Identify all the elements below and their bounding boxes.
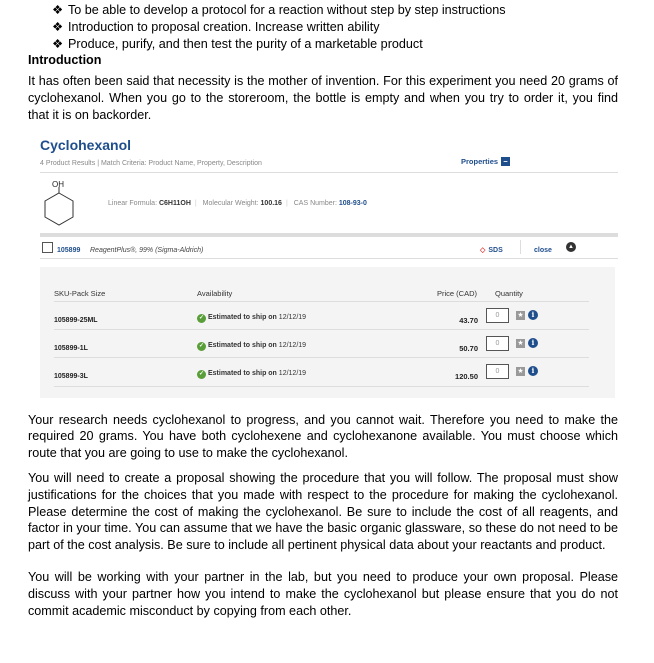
cyclohexane-structure-icon bbox=[42, 187, 76, 231]
cas-link[interactable]: 108-93-0 bbox=[338, 199, 367, 207]
sku: 105899-25ML bbox=[54, 316, 98, 324]
objective-text: Produce, purify, and then test the purity of a marketable product bbox=[68, 36, 423, 51]
check-icon: ✓ bbox=[198, 342, 205, 349]
availability bbox=[197, 310, 306, 327]
objective-text: To be able to develop a protocol for a reaction without step by step instructions bbox=[68, 3, 506, 17]
product-name: ReagentPlus®, 99% (Sigma-Aldrich) bbox=[90, 246, 204, 254]
sku: 105899-1L bbox=[54, 344, 88, 352]
sku: 105899-3L bbox=[54, 372, 88, 380]
check-icon: ✓ bbox=[198, 314, 205, 321]
availability-text: Estimated to ship on bbox=[208, 341, 277, 349]
availability bbox=[197, 366, 306, 383]
price: 43.70 bbox=[459, 315, 478, 325]
quantity-input[interactable] bbox=[486, 308, 509, 323]
availability-text: Estimated to ship on bbox=[208, 313, 277, 321]
objective-item bbox=[28, 19, 618, 36]
info-icon[interactable]: i bbox=[528, 338, 538, 348]
chevron-up-icon[interactable]: ▲ bbox=[566, 242, 576, 252]
paragraph-necessity: It has often been said that necessity is the mother of invention. For this experiment you need 20 grams of cyclohexanol. When you go to the storeroom, the bottle is empty and when you try to order it, you find that it is on backorder. bbox=[28, 74, 618, 122]
header-availability: Availability bbox=[197, 288, 233, 298]
product-row bbox=[40, 242, 618, 256]
table-row bbox=[54, 357, 589, 387]
sds-label: SDS bbox=[488, 246, 503, 254]
ship-date: 12/12/19 bbox=[278, 313, 307, 321]
sku-table bbox=[40, 267, 615, 398]
properties-toggle[interactable] bbox=[461, 154, 510, 171]
diamond-bullet-icon: ❖ bbox=[52, 36, 64, 51]
diamond-icon: ◇ bbox=[480, 246, 486, 254]
product-checkbox[interactable] bbox=[42, 242, 53, 253]
divider-bar bbox=[40, 233, 618, 237]
quantity-input[interactable] bbox=[486, 364, 509, 379]
availability bbox=[197, 338, 306, 355]
paragraph-proposal: You will need to create a proposal showing the procedure that you will follow. The proposal must show justifications for the choices that you made with respect to the procedure for making the cyclohexanol. Please determine the cost of making the cyclohexanol. Be sure to include the cost of all reagents, and factor in your time. You can assume that we have the basic organic glassware, so these do not need to be part of the cost analysis. Be sure to include all pertinent physical data about your reactants and product. bbox=[28, 470, 618, 553]
oh-label: OH bbox=[52, 179, 64, 189]
product-title: Cyclohexanol bbox=[40, 136, 132, 153]
table-row bbox=[54, 301, 589, 330]
price: 120.50 bbox=[455, 371, 478, 381]
product-subtitle: 4 Product Results | Match Criteria: Product Name, Property, Description bbox=[40, 159, 262, 167]
mw-label: Molecular Weight: bbox=[202, 199, 259, 207]
divider bbox=[40, 258, 618, 259]
divider bbox=[40, 172, 618, 173]
star-icon[interactable]: ★ bbox=[517, 311, 524, 319]
check-icon: ✓ bbox=[198, 370, 205, 377]
product-id-link[interactable]: 105899 bbox=[57, 246, 81, 254]
objective-text: Introduction to proposal creation. Increase written ability bbox=[68, 19, 380, 34]
info-icon[interactable]: i bbox=[528, 366, 538, 376]
formula-label: Linear Formula: bbox=[108, 199, 158, 207]
diamond-bullet-icon: ❖ bbox=[52, 3, 64, 17]
header-quantity: Quantity bbox=[495, 288, 523, 298]
info-icon[interactable]: i bbox=[528, 310, 538, 320]
cas-label: CAS Number: bbox=[293, 199, 337, 207]
intro-heading: Introduction bbox=[28, 53, 102, 68]
properties-label: Properties bbox=[461, 156, 499, 166]
divider bbox=[520, 240, 521, 254]
table-row bbox=[54, 329, 589, 358]
formula-line: Linear Formula: C6H11OH | Molecular Weight: 100.16 | CAS Number: 108-93-0 bbox=[108, 199, 367, 207]
collapse-icon: − bbox=[501, 157, 510, 166]
header-price: Price (CAD) bbox=[437, 288, 478, 298]
star-icon[interactable]: ★ bbox=[517, 367, 524, 375]
ship-date: 12/12/19 bbox=[278, 341, 307, 349]
formula-value: C6H11OH bbox=[158, 199, 191, 207]
paragraph-partner: You will be working with your partner in the lab, but you need to produce your own proposal. Please discuss with your partner how you intend to make the cyclohexanol but please ensure that you do not commit academic misconduct by copying from each other. bbox=[28, 569, 618, 618]
ship-date: 12/12/19 bbox=[278, 369, 307, 377]
close-link[interactable]: close bbox=[534, 246, 552, 254]
product-screenshot bbox=[28, 132, 618, 402]
price: 50.70 bbox=[459, 343, 478, 353]
objective-item bbox=[28, 36, 618, 53]
availability-text: Estimated to ship on bbox=[208, 369, 277, 377]
objective-item bbox=[28, 2, 618, 19]
mw-value: 100.16 bbox=[260, 199, 282, 207]
header-sku: SKU-Pack Size bbox=[54, 288, 106, 298]
document bbox=[28, 2, 618, 619]
quantity-input[interactable] bbox=[486, 336, 509, 351]
star-icon[interactable]: ★ bbox=[517, 339, 524, 347]
paragraph-research: Your research needs cyclohexanol to progress, and you cannot wait. Therefore you need to make the required 20 grams. You have both cyclohexene and cyclohexanone available. You must choose which route that you are going to use to make the cyclohexanol. bbox=[28, 412, 618, 461]
diamond-bullet-icon: ❖ bbox=[52, 19, 64, 34]
